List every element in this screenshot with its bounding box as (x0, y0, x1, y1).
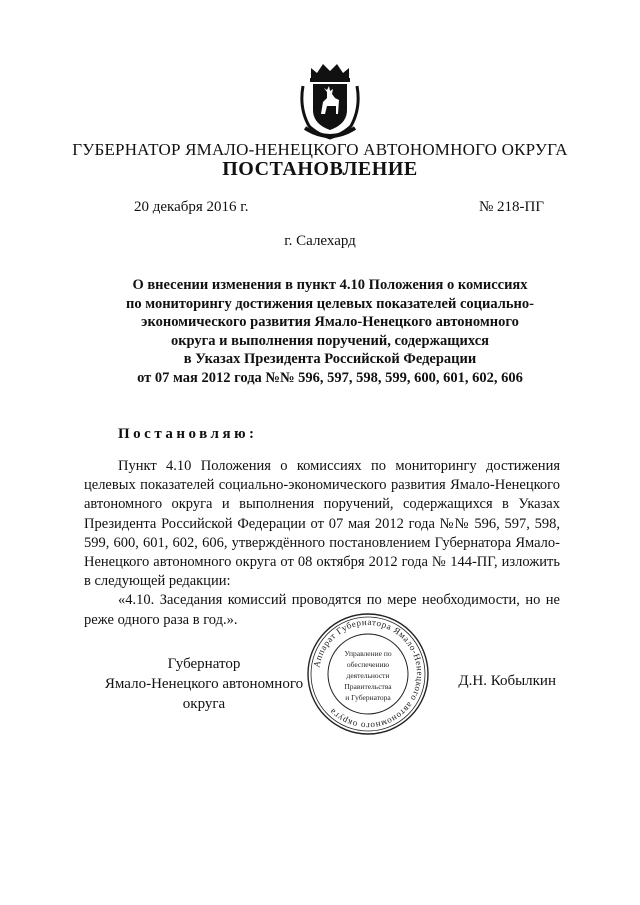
title-line: округа и выполнения поручений, содержащихся (170, 332, 490, 349)
document-number: № 218-ПГ (478, 199, 544, 215)
body-paragraph: Пункт 4.10 Положения о комиссиях по мониторингу достижения целевых показателей социально-экономического развития Ямало-Ненецкого автономного округа и выполнения поручений, содержащихся в Указах Президента Российской Федерации от 07 мая 2012 года №№ 596, 597, 598, 599, 600, 601, 602, 606, утверждённого постановлением Губернатора Ямало-Ненецкого автономного округа от 08 октября 2012 года № 144-ПГ, изложить в следующей редакции: (84, 458, 560, 590)
title-line: экономического развития Ямало-Ненецкого автономного (141, 314, 519, 330)
title-line: от 07 мая 2012 года №№ 596, 597, 598, 599, 600, 601, 602, 606 (137, 369, 523, 386)
svg-text:Управление по: Управление по (344, 649, 392, 658)
coat-of-arms-icon (297, 58, 363, 140)
position-line: Губернатор (167, 656, 241, 672)
svg-text:Аппарат Губернатора Ямало-Нене: Аппарат Губернатора Ямало-Ненецкого автономного округа (311, 616, 426, 732)
decree-word: Постановляю: (118, 426, 258, 442)
svg-text:обеспечению: обеспечению (346, 660, 390, 669)
document-body (84, 457, 560, 630)
document-title (100, 276, 560, 387)
document-city: г. Салехард (284, 233, 356, 249)
document-type-heading: ПОСТАНОВЛЕНИЕ (222, 158, 418, 180)
svg-text:деятельности: деятельности (346, 671, 390, 680)
signatory-name: Д.Н. Кобылкин (458, 673, 556, 689)
svg-text:Правительства: Правительства (344, 682, 392, 691)
position-line: Ямало-Ненецкого автономного округа (104, 676, 304, 712)
title-line: по мониторингу достижения целевых показателей социально- (126, 295, 534, 312)
title-line: в Указах Президента Российской Федерации (183, 351, 477, 367)
organization-heading: ГУБЕРНАТОР ЯМАЛО-НЕНЕЦКОГО АВТОНОМНОГО ОКРУГА (72, 140, 568, 159)
signatory-position (84, 654, 324, 714)
official-stamp-icon (306, 612, 430, 736)
title-line: О внесении изменения в пункт 4.10 Положения о комиссиях (132, 277, 528, 293)
document-date: 20 декабря 2016 г. (134, 199, 249, 215)
svg-text:и Губернатора: и Губернатора (345, 693, 391, 702)
body-paragraph: «4.10. Заседания комиссий проводятся по мере необходимости, но не реже одного раза в год.». (84, 592, 560, 628)
